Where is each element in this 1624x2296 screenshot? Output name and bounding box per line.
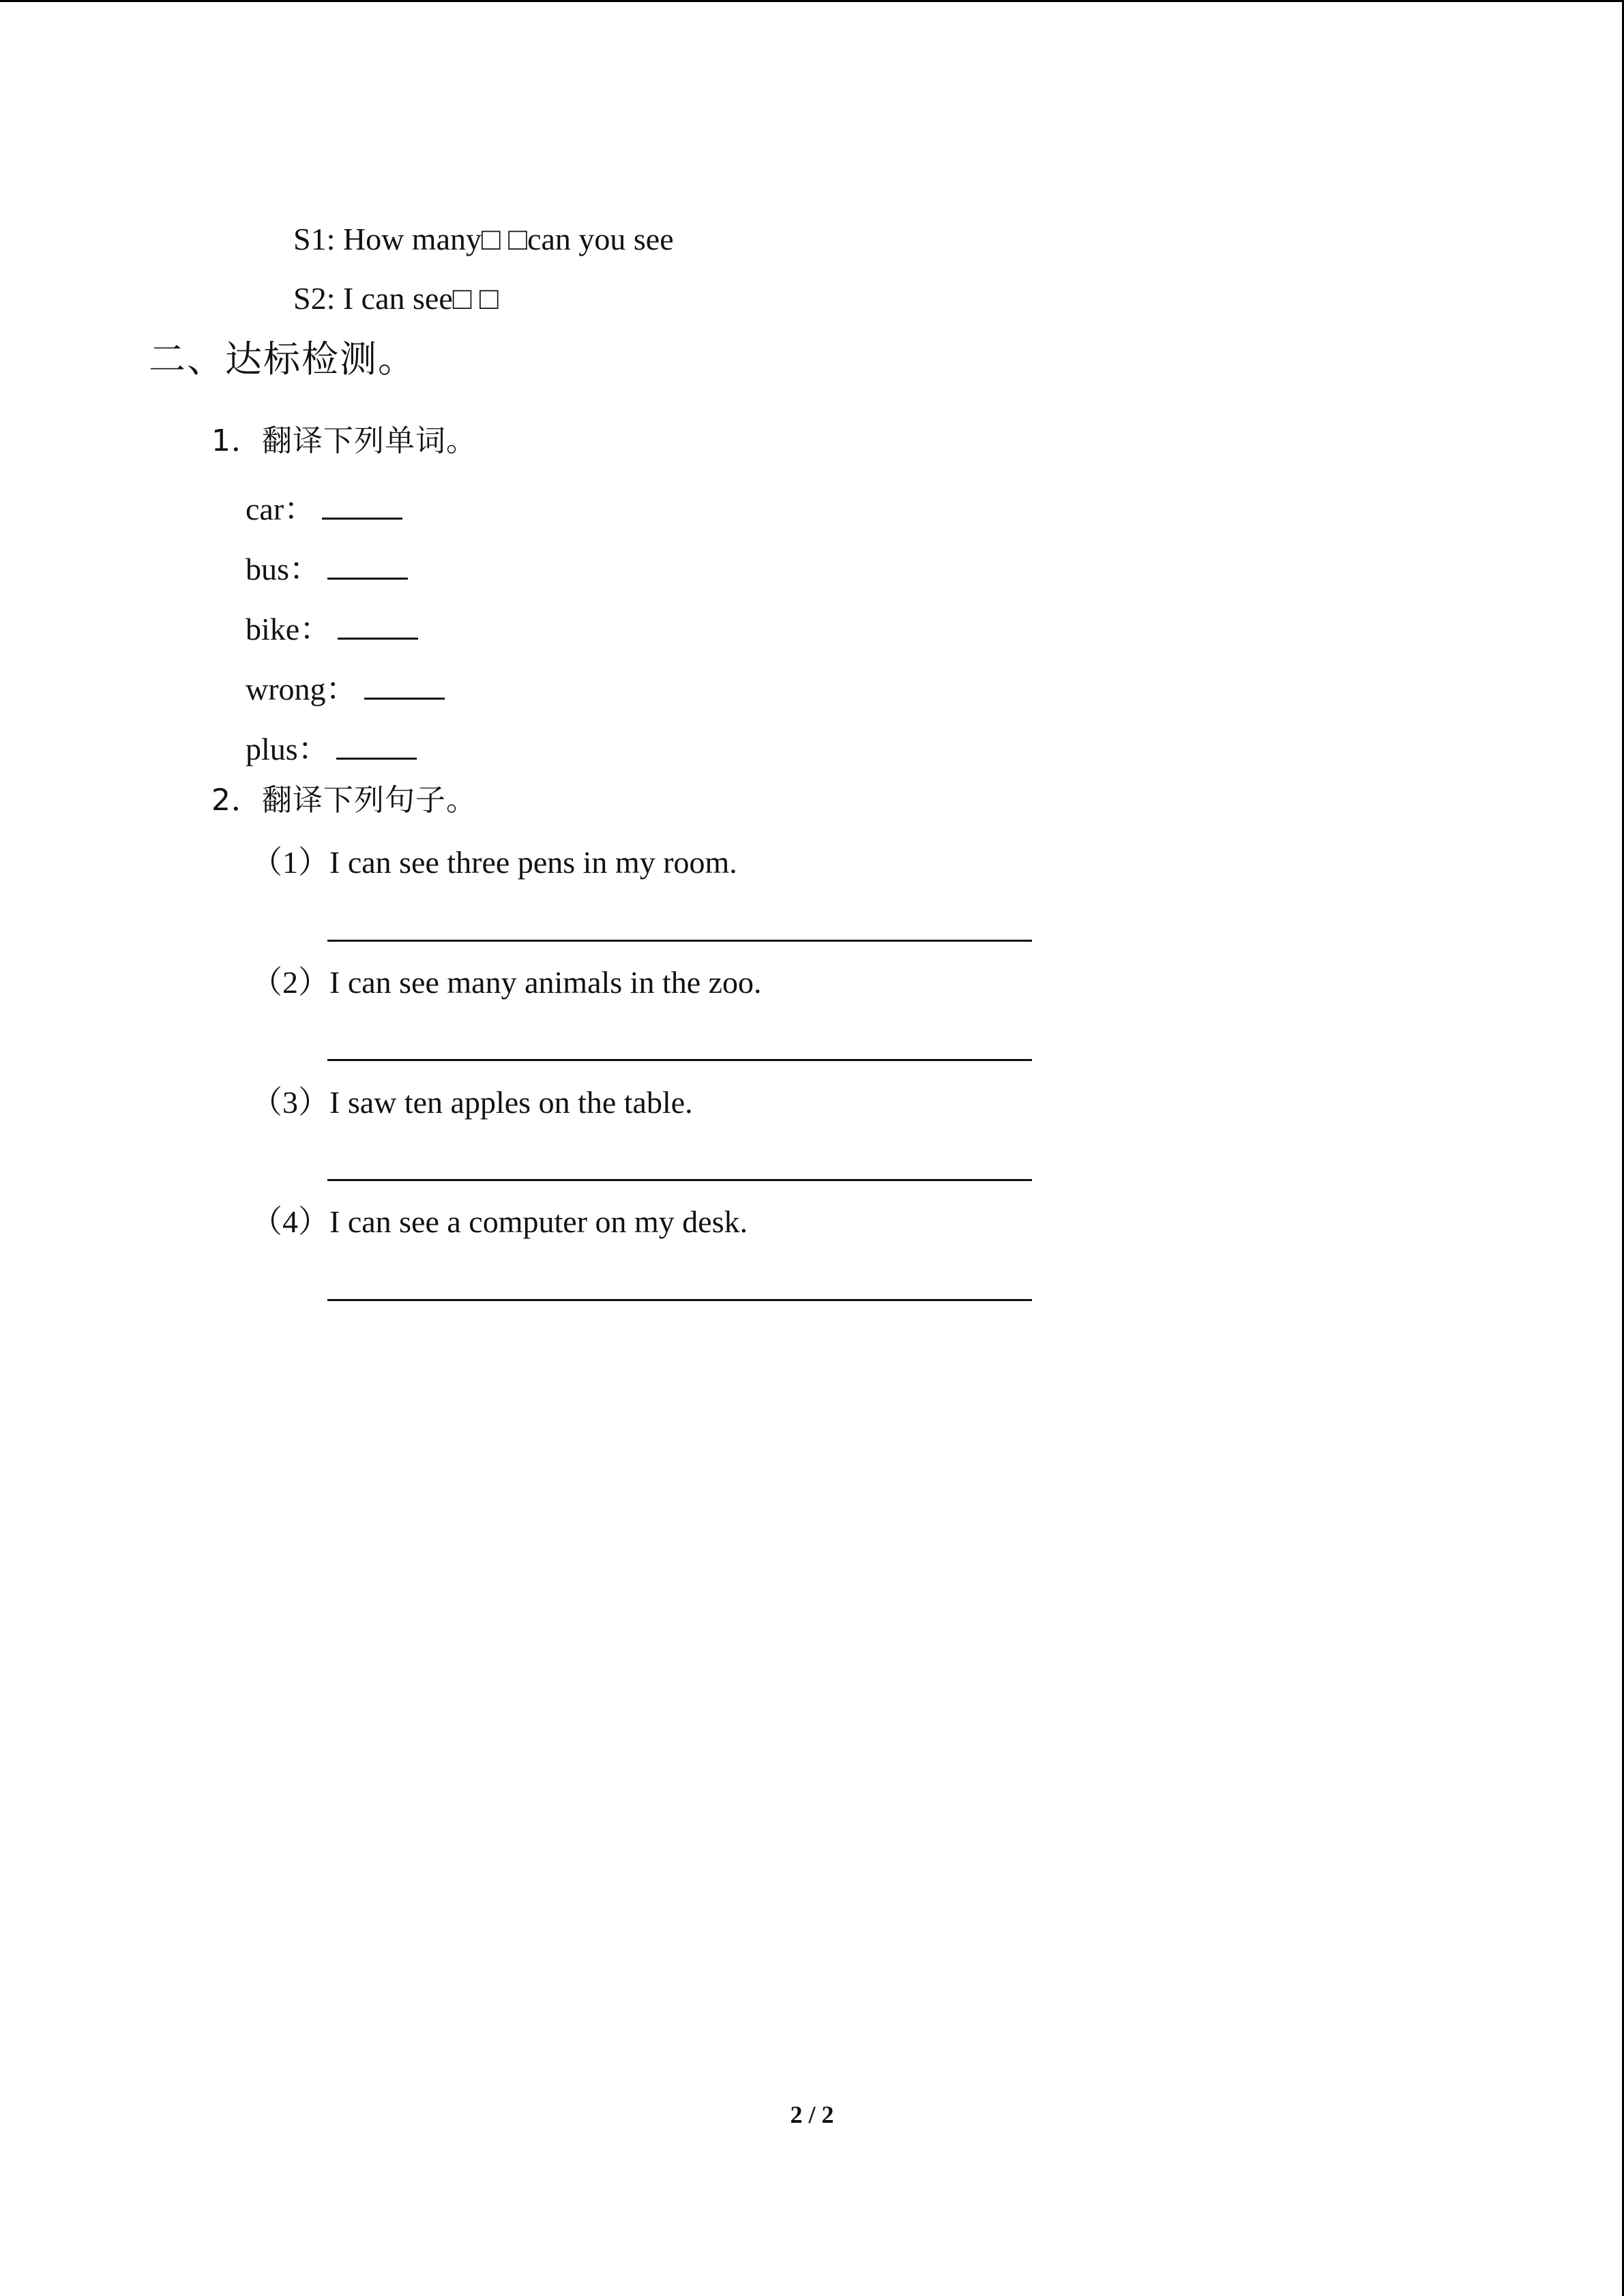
sentence-answer-line[interactable] <box>327 1299 1032 1301</box>
dialogue-line-s2: S2: I can see□ □ <box>293 281 499 316</box>
word-label: bus： <box>246 552 321 586</box>
word-item <box>246 488 402 525</box>
question-2-title: 2．翻译下列句子。 <box>211 783 477 818</box>
sentence-item: （4）I can see a computer on my desk. <box>251 1204 748 1239</box>
word-label: plus： <box>246 732 329 766</box>
dialogue-line-s1: S1: How many□ □can you see <box>293 222 674 256</box>
sentence-item: （1）I can see three pens in my room. <box>251 845 737 880</box>
word-answer-blank[interactable] <box>364 668 445 700</box>
word-item <box>246 728 417 765</box>
word-answer-blank[interactable] <box>336 728 417 760</box>
sentence-answer-line[interactable] <box>327 1059 1032 1061</box>
sentence-answer-line[interactable] <box>327 1179 1032 1181</box>
section-heading: 二、达标检测。 <box>149 338 416 381</box>
word-item <box>246 548 408 585</box>
sentence-answer-line[interactable] <box>327 940 1032 942</box>
word-answer-blank[interactable] <box>338 608 418 640</box>
word-label: bike： <box>246 612 331 646</box>
word-answer-blank[interactable] <box>327 548 408 580</box>
word-label: wrong： <box>246 672 357 706</box>
word-label: car： <box>246 492 316 526</box>
word-item <box>246 608 418 645</box>
page-number: 2 / 2 <box>790 2101 834 2128</box>
word-answer-blank[interactable] <box>322 488 402 520</box>
sentence-item: （2）I can see many animals in the zoo. <box>251 965 762 1000</box>
word-item <box>246 668 445 705</box>
sentence-item: （3）I saw ten apples on the table. <box>251 1085 693 1120</box>
page-border-top <box>0 0 1624 2</box>
question-1-title: 1．翻译下列单词。 <box>211 423 477 458</box>
